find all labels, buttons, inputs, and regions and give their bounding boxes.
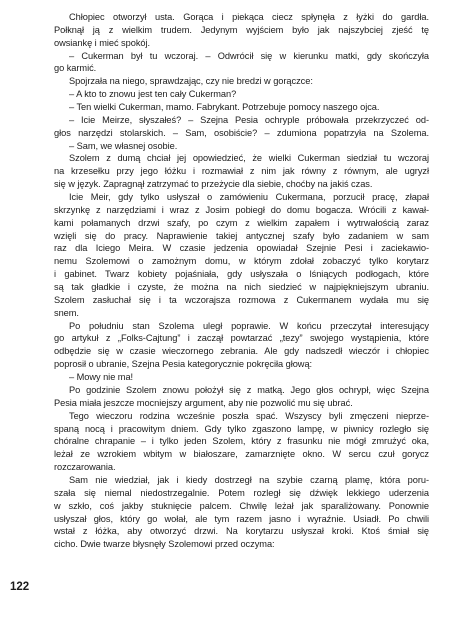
text-line: Po południu stan Szolema uległ poprawie. W końcu przeczytał interesujący: [69, 320, 429, 331]
text-line: – Ten wielki Cukerman, mamo. Fabrykant. Potrzebuje pomocy naszego ojca.: [69, 102, 380, 113]
text-line: się w język. Zapragnął zatrzymać to przeżycie dla siebie, choćby na jakiś czas.: [54, 179, 373, 190]
page-number: 122: [10, 581, 30, 593]
text-line: Po godzinie Szolem znowu położył się z matką. Jego głos ochrypł, więc Szejna: [69, 384, 429, 395]
text-line: – Sam, we własnej osobie.: [69, 140, 178, 151]
text-line: – Icie Meirze, słyszałeś? – Szejna Pesia ochryple próbowała przekrzyczeć od-: [69, 114, 429, 125]
text-line: i gabinet. Twarz kobiety pojaśniała, gdy usłyszała o lśniących podłogach, które: [54, 269, 429, 280]
text-line: poprosił o ubranie, Szejna Pesia kategorycznie pokręciła głową:: [54, 359, 313, 370]
text-line: odbędzie się w czasie wieczornego zebrania. Ale gdy nadszedł wieczór i chłopiec: [54, 346, 429, 357]
text-line: snem.: [54, 307, 79, 318]
text-line: szała się niemal niedostrzegalnie. Potem rozległ się dźwięk lekkiego uderzenia: [54, 487, 429, 498]
text-line: usłyszał głos, który go wołał, ale tym razem jasno i wyraźnie. Usiadł. Po chwili: [54, 513, 429, 524]
text-line: owsiankę i mieć spokój.: [54, 37, 151, 48]
text-line: są tak gładkie i czyste, że można na nich siedzieć w najpiękniejszym ubraniu.: [54, 282, 429, 293]
text-line: go karmić.: [54, 63, 97, 74]
text-line: Pesia miała jeszcze mocniejszy argument, aby nie pozwolić mu się ubrać.: [54, 397, 353, 408]
text-line: – A kto to znowu jest ten cały Cukerman?: [69, 89, 237, 100]
text-line: wstał z łóżka, aby otworzyć drzwi. Na korytarzu usłyszał kroki. Ktoś śmiał się: [54, 526, 429, 537]
text-line: – Mowy nie ma!: [69, 372, 134, 383]
text-line: Icie Meir, gdy tylko usłyszał o zamówieniu Cukermana, porzucił pracę, złapał: [69, 192, 429, 203]
text-line: Połknął ją z wielkim trudem. Jedynym wyjściem było jak najszybciej zjeść tę: [54, 24, 429, 35]
body-text: [54, 11, 429, 551]
text-line: – Cukerman był tu wczoraj. – Odwrócił się w kierunku matki, gdy skończyła: [69, 50, 429, 61]
text-line: Spojrzała na niego, sprawdzając, czy nie bredzi w gorączce:: [69, 76, 313, 87]
text-line: Tego wieczoru rodzina wcześnie poszła spać. Wszyscy byli zmęczeni nieprze-: [69, 410, 429, 421]
text-line: kami połamanych drzwi szafy, po czym z wielkim zapałem i wytrwałością zaraz: [54, 217, 429, 228]
text-line: raz dla Iciego Meira. W czasie jedzenia opowiadał Szejnie Pesi i zaciekawio-: [54, 243, 429, 254]
text-line: cicho. Dwie twarze błysnęły Szolemowi przed oczyma:: [54, 539, 275, 550]
text-line: nemu Szolemowi o zamożnym domu, w którym zdołał zobaczyć tylko korytarz: [54, 256, 429, 267]
text-line: Szolem zasłuchał się i ta wczorajsza rozmowa z Cukermanem wydała mu się: [54, 294, 429, 305]
text-line: wzięli się do pracy. Naprawienie takiej antycznej szafy było zadaniem w sam: [54, 230, 429, 241]
text-line: Sam nie wiedział, jak i kiedy dostrzegł na szybie czarną plamę, która poru-: [69, 474, 429, 485]
text-line: w szkło, coś jakby stuknięcie palcem. Chwilę leżał jak sparaliżowany. Ponownie: [54, 500, 429, 511]
text-line: Szolem z dumą chciał jej opowiedzieć, że wielki Cukerman siedział tu wczoraj: [69, 153, 429, 164]
text-line: chóralne chrapanie – i tylko jeden Szolem, który z frasunku nie mógł zmrużyć oka,: [54, 436, 429, 447]
text-line: go artykuł z „Folks-Cajtung” i zaczął powtarzać „tezy” swojego wystąpienia, które: [54, 333, 429, 344]
text-line: rozczarowania.: [54, 462, 116, 473]
text-line: skrzynkę z narzędziami i wraz z Josim pobiegł do domu bogacza. Wrócili z kawał-: [54, 204, 429, 215]
text-line: na krzesełku przy jego łóżku i rozmawiał z nim jak równy z równym, ale ugryzł: [54, 166, 429, 177]
text-line: głos narzędzi stolarskich. – Sam, osobiście? – zdumiona popatrzyła na Szolema.: [54, 127, 429, 138]
text-line: leżał ze wzrokiem wbitym w białoszare, zamarznięte okno. W sercu czuł gorycz: [54, 449, 429, 460]
text-line: spaną nocą i pracowitym dniem. Gdy tylko zgaszono lampę, w piwnicy rozległo się: [54, 423, 429, 434]
text-line: Chłopiec otworzył usta. Gorąca i piekąca ciecz spłynęła z łyżki do gardła.: [69, 12, 429, 22]
